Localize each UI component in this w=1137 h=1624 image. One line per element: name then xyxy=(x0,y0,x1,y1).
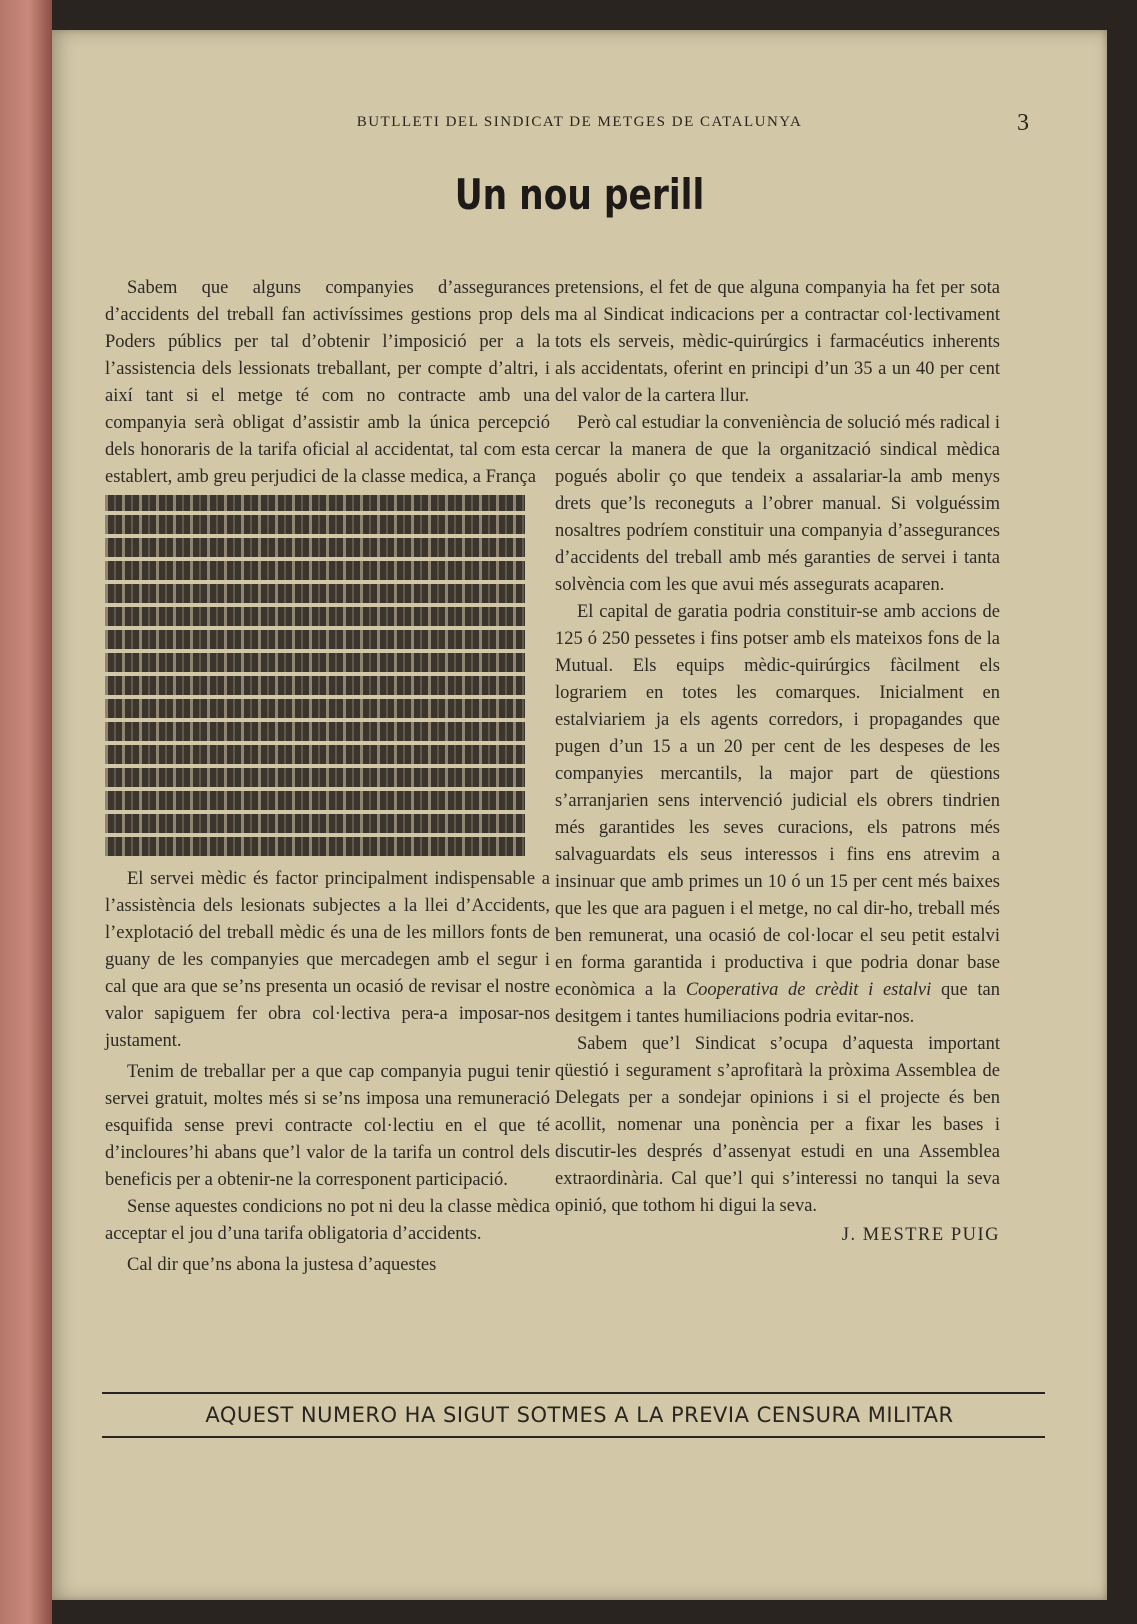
running-header: BUTLLETI DEL SINDICAT DE METGES DE CATALUNYA xyxy=(356,114,803,130)
censored-block xyxy=(105,495,525,860)
right-paragraph-3 xyxy=(555,599,1000,1031)
left-paragraph-3: Tenim de treballar per a que cap companyia pugui tenir servei gratuit, moltes més si se’ns imposa una remuneració esquifida sense previ contracte col·lectiu en el que té d’incloures’hi abans que’l valor de la tarifa un control dels beneficis per a obtenir-ne la corresponent participació. xyxy=(105,1062,550,1190)
left-paragraph-5: Cal dir que’ns abona la justesa d’aquestes xyxy=(127,1255,437,1275)
right-paragraph-4: Sabem que’l Sindicat s’ocupa d’aquesta important qüestió i segurament s’aprofitarà la pròxima Assemblea de Delegats per a sondejar opinions i si el projecte és ben acollit, nomenar una ponència per a fixar les bases i discutir-les després d’assenyat estudi en una Assemblea extraordinària. Cal que’l qui s’interessi no tanqui la seva opinió, que tothom hi digui la seva. xyxy=(555,1034,1000,1216)
right-paragraph-3-text-a: El capital de garatia podria constituir-se amb accions de 125 ó 250 pessetes i fins potser amb els mateixos fons de la Mutual. Els equips mèdic-quirúrgics fàcilment els lograriem en totes les comarques. Inicialment en estalviariem ja els agents corredors, i propagandes que pugen d’un 15 a un 20 per cent de les despeses de les companyies mercantils, la major part de qüestions s’arranjarien sens intervenció judicial els obrers tindrien més garantides les seves curacions, els patrons més salvaguardats els seus interessos i fins ens atrevim a insinuar que amb primes un 10 ó un 15 per cent més baixes que les que ara paguen i el metge, no cal dir-ho, treball més ben remunerat, una ocasió de col·locar el seu petit estalvi en forma garantida i productiva i que podria donar base econòmica a la xyxy=(555,602,1000,1000)
right-column xyxy=(555,275,1000,1249)
divider xyxy=(102,1436,1045,1438)
divider xyxy=(102,1392,1045,1394)
right-paragraph-2: Però cal estudiar la conveniència de solució més radical i cercar la manera de que la organització sindical mèdica pogués abolir ço que tendeix a assalariar-la amb menys drets que’ls reconeguts a l’obrer manual. Si volguéssim nosaltres podríem constituir una companyia d’assegurances d’accidents del treball amb més garanties de servei i tanta solvència com les que avui més assegurats acaparen. xyxy=(555,413,1000,595)
cooperative-name: Cooperativa de crèdit i estalvi xyxy=(685,980,932,1000)
article-title: Un nou perill xyxy=(454,170,705,219)
right-paragraph-1: pretensions, el fet de que alguna companyia ha fet per sota ma al Sindicat indicacions per a contractar col·lectivament tots els serveis, mèdic-quirúrgics i farmacéutics inherents als accidentats, oferint en principi d’un 35 a un 40 per cent del valor de la cartera llur. xyxy=(555,278,1000,406)
left-paragraph-1: Sabem que alguns companyies d’assegurances d’accidents del treball fan activíssimes gestions prop dels Poders públics per tal d’obtenir l’imposició per a la l’assistencia dels lessionats treballant, per compte d’altri, i així tant si el metge té com no contracte amb una companyia serà obligat d’assistir amb la única percepció dels honoraris de la tarifa oficial al accidentat, tal com esta establert, amb greu perjudici de la classe medica, a França xyxy=(105,278,550,487)
censorship-notice: AQUEST NUMERO HA SIGUT SOTMES A LA PREVIA CENSURA MILITAR xyxy=(205,1403,954,1427)
right-paragraph-3-text-b: que tan desitgem i tantes humiliacions podria evitar-nos. xyxy=(555,980,1000,1027)
book-spine xyxy=(0,0,52,1624)
left-paragraph-2: El servei mèdic és factor principalment indispensable a l’assistència dels lesionats subjectes a la llei d’Accidents, l’explotació del treball mèdic és una de les millors fonts de guany de les companyies que mercadegen amb el segur i cal que ara que se’ns presenta un ocasió de revisar el nostre valor sapiguem fer obra col·lectiva pera-a imposar-nos justament. xyxy=(105,869,550,1051)
journal-page xyxy=(52,30,1107,1600)
page-number: 3 xyxy=(1017,110,1029,136)
left-column xyxy=(105,275,550,1279)
left-paragraph-4: Sense aquestes condicions no pot ni deu la classe mèdica acceptar el jou d’una tarifa obligatoria d’accidents. xyxy=(105,1197,550,1244)
author-signature: J. MESTRE PUIG xyxy=(841,1225,1000,1245)
